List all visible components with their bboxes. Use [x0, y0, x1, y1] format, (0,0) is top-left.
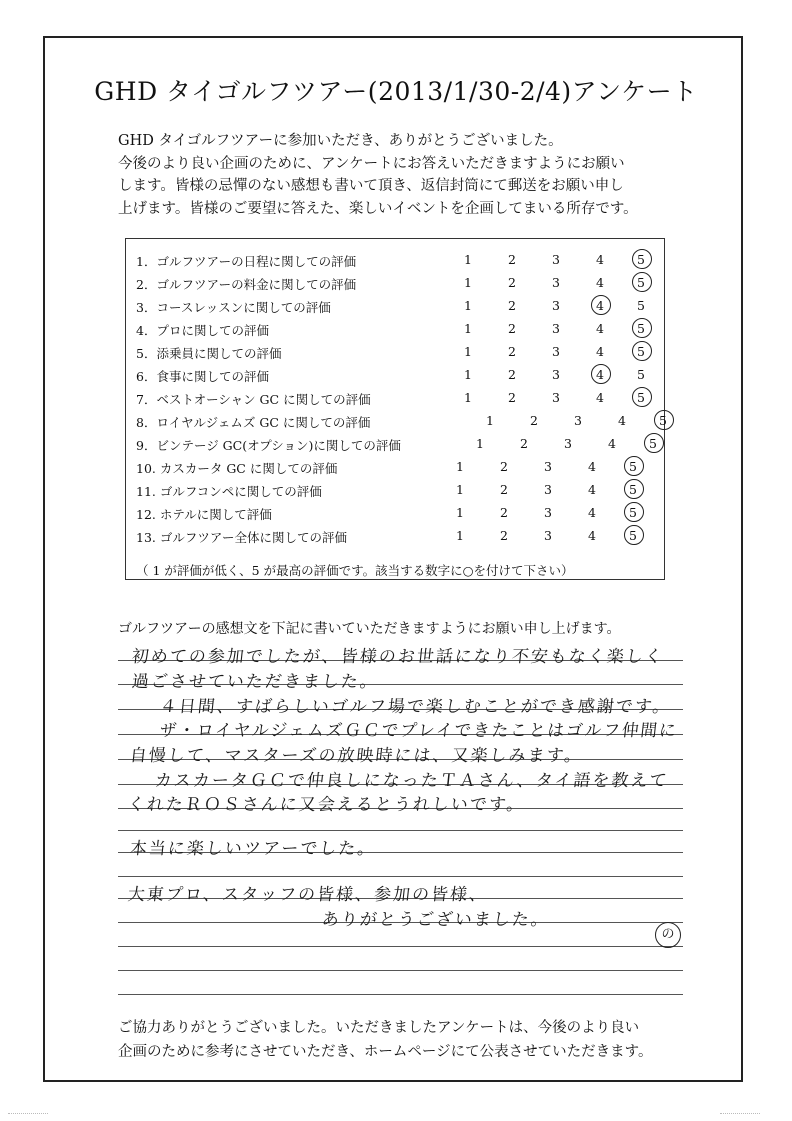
- rating-score-selected[interactable]: 5: [631, 321, 651, 336]
- rating-question: 11. ゴルフコンペに関しての評価: [136, 484, 322, 499]
- rating-score[interactable]: 2: [520, 436, 528, 451]
- rating-score-selected[interactable]: 5: [631, 344, 651, 359]
- rating-score[interactable]: 3: [552, 275, 560, 290]
- rating-score[interactable]: 1: [464, 321, 472, 336]
- rating-question: 9．ビンテージ GC(オプション)に関しての評価: [136, 438, 401, 453]
- rating-score[interactable]: 1: [464, 252, 472, 267]
- rating-score[interactable]: 1: [476, 436, 484, 451]
- rating-row: [126, 433, 666, 455]
- rating-score[interactable]: 2: [500, 482, 508, 497]
- rating-score[interactable]: 3: [552, 298, 560, 313]
- handwritten-comment-line: 大東プロ、スタッフの皆様、参加の皆様、: [126, 885, 490, 905]
- closing-line: ご協力ありがとうございました。いただきましたアンケートは、今後のより良い: [118, 1020, 640, 1036]
- rating-score[interactable]: 2: [508, 390, 516, 405]
- rating-score[interactable]: 3: [574, 413, 582, 428]
- rating-score[interactable]: 3: [552, 390, 560, 405]
- rating-score[interactable]: 4: [596, 321, 604, 336]
- rating-score[interactable]: 2: [508, 367, 516, 382]
- rating-score[interactable]: 1: [456, 482, 464, 497]
- rating-score[interactable]: 2: [508, 344, 516, 359]
- rating-row: [126, 295, 666, 317]
- rating-row: [126, 364, 666, 386]
- rating-score[interactable]: 5: [637, 367, 645, 382]
- rating-score[interactable]: 4: [588, 528, 596, 543]
- rating-score[interactable]: 4: [588, 505, 596, 520]
- rating-row: [126, 387, 666, 409]
- rating-score[interactable]: 3: [552, 367, 560, 382]
- rating-row: [126, 318, 666, 340]
- rating-score[interactable]: 3: [564, 436, 572, 451]
- rating-score[interactable]: 5: [637, 298, 645, 313]
- rating-score-selected[interactable]: 5: [643, 436, 663, 451]
- rating-score[interactable]: 3: [552, 344, 560, 359]
- handwritten-comment-line: 初めての参加でしたが、皆様のお世話になり不安もなく楽しく: [130, 647, 665, 667]
- rating-question: 4．プロに関しての評価: [136, 323, 269, 338]
- rating-score-selected[interactable]: 5: [631, 275, 651, 290]
- rating-score[interactable]: 1: [464, 367, 472, 382]
- comment-prompt: ゴルフツアーの感想文を下記に書いていただきますようにお願い申し上げます。: [118, 621, 621, 637]
- handwritten-comment-line: 過ごさせていただきました。: [130, 672, 380, 692]
- handwritten-comment-line: 自慢して、マスターズの放映時には、又楽しみます。: [128, 746, 585, 766]
- rating-score[interactable]: 1: [464, 298, 472, 313]
- rating-question: 6．食事に関しての評価: [136, 369, 269, 384]
- rating-score[interactable]: 4: [588, 482, 596, 497]
- rating-score[interactable]: 4: [596, 252, 604, 267]
- rating-score[interactable]: 1: [456, 528, 464, 543]
- rating-question: 12. ホテルに関して評価: [136, 507, 272, 522]
- scan-artifact: [8, 1113, 48, 1115]
- closing-paragraph: [118, 1016, 708, 1064]
- rating-score-selected[interactable]: 5: [631, 390, 651, 405]
- rating-score[interactable]: 4: [608, 436, 616, 451]
- rating-score-selected[interactable]: 5: [623, 459, 643, 474]
- rating-question: 1．ゴルフツアーの日程に関しての評価: [136, 254, 357, 269]
- rating-question: 5．添乗員に関しての評価: [136, 346, 282, 361]
- handwritten-comment-line: カスカータＧＣで仲良しになったＴＡさん、タイ語を教えて: [153, 771, 670, 791]
- rating-score[interactable]: 2: [508, 252, 516, 267]
- handwritten-comment-line: ザ・ロイヤルジェムズＧＣでプレイできたことはゴルフ仲間に: [158, 721, 679, 741]
- rating-score[interactable]: 4: [618, 413, 626, 428]
- rating-score[interactable]: 3: [544, 482, 552, 497]
- closing-line: 企画のために参考にさせていただき、ホームページにて公表させていただきます。: [118, 1044, 653, 1060]
- rating-score-selected[interactable]: 5: [653, 413, 673, 428]
- ruled-line: [118, 970, 683, 971]
- rating-row: [126, 249, 666, 271]
- rating-score[interactable]: 1: [456, 505, 464, 520]
- rating-score[interactable]: 1: [456, 459, 464, 474]
- rating-score[interactable]: 2: [508, 321, 516, 336]
- personal-seal-stamp: の: [655, 922, 681, 948]
- rating-question: 8．ロイヤルジェムズ GC に関しての評価: [136, 415, 371, 430]
- rating-score[interactable]: 4: [596, 275, 604, 290]
- rating-score[interactable]: 1: [464, 275, 472, 290]
- rating-score[interactable]: 2: [500, 505, 508, 520]
- rating-score[interactable]: 2: [508, 298, 516, 313]
- rating-score[interactable]: 1: [486, 413, 494, 428]
- intro-line: GHD タイゴルフツアーに参加いただき、ありがとうございました。: [118, 133, 563, 149]
- ruled-line: [118, 830, 683, 831]
- rating-score[interactable]: 3: [544, 505, 552, 520]
- rating-row: [126, 410, 666, 432]
- rating-score[interactable]: 1: [464, 344, 472, 359]
- rating-row: [126, 525, 666, 547]
- handwritten-comment-line: くれたＲＯＳさんに又会えるとうれしいです。: [126, 795, 527, 815]
- ratings-table: [125, 238, 665, 580]
- rating-score[interactable]: 4: [596, 344, 604, 359]
- rating-score[interactable]: 3: [552, 252, 560, 267]
- ruled-line: [118, 946, 683, 947]
- rating-score-selected[interactable]: 5: [631, 252, 651, 267]
- rating-score[interactable]: 1: [464, 390, 472, 405]
- intro-line: 上げます。皆様のご要望に答えた、楽しいイベントを企画してまいる所存です。: [118, 200, 638, 217]
- rating-row: [126, 272, 666, 294]
- rating-score-selected[interactable]: 4: [590, 298, 610, 313]
- rating-score[interactable]: 2: [530, 413, 538, 428]
- ruled-line: [118, 994, 683, 995]
- rating-score[interactable]: 4: [588, 459, 596, 474]
- rating-question: 10. カスカータ GC に関しての評価: [136, 461, 338, 476]
- handwritten-comment-line: ありがとうございました。: [320, 910, 551, 930]
- rating-row: [126, 456, 666, 478]
- rating-score[interactable]: 2: [500, 459, 508, 474]
- rating-score-selected[interactable]: 4: [590, 367, 610, 382]
- intro-paragraph: [118, 130, 708, 220]
- rating-score[interactable]: 2: [500, 528, 508, 543]
- rating-question: 13. ゴルフツアー全体に関しての評価: [136, 530, 347, 545]
- page-title: GHD タイゴルフツアー(2013/1/30-2/4)アンケート: [94, 77, 698, 106]
- rating-score-selected[interactable]: 5: [623, 482, 643, 497]
- intro-line: します。皆様の忌憚のない感想も書いて頂き、返信封筒にて郵送をお願い申し: [118, 178, 624, 194]
- rating-score[interactable]: 4: [596, 390, 604, 405]
- scan-artifact: [720, 1113, 760, 1115]
- rating-row: [126, 341, 666, 363]
- rating-question: 3．コースレッスンに関しての評価: [136, 300, 331, 315]
- ruled-line: [118, 876, 683, 877]
- rating-instructions: （ 1 が評価が低く、5 が最高の評価です。該当する数字に○を付けて下さい）: [136, 563, 574, 578]
- handwritten-comment-line: ４日間、すばらしいゴルフ場で楽しむことができ感謝です。: [158, 697, 673, 717]
- rating-score-selected[interactable]: 5: [623, 505, 643, 520]
- rating-question: 2．ゴルフツアーの料金に関しての評価: [136, 277, 357, 292]
- handwritten-comment-line: 本当に楽しいツアーでした。: [128, 839, 378, 859]
- intro-line: 今後のより良い企画のために、アンケートにお答えいただきますようにお願い: [118, 155, 625, 172]
- rating-score[interactable]: 3: [552, 321, 560, 336]
- rating-score[interactable]: 3: [544, 528, 552, 543]
- rating-score[interactable]: 2: [508, 275, 516, 290]
- rating-row: [126, 479, 666, 501]
- rating-row: [126, 502, 666, 524]
- rating-score[interactable]: 3: [544, 459, 552, 474]
- rating-score-selected[interactable]: 5: [623, 528, 643, 543]
- rating-question: 7．ベストオーシャン GC に関しての評価: [136, 392, 371, 407]
